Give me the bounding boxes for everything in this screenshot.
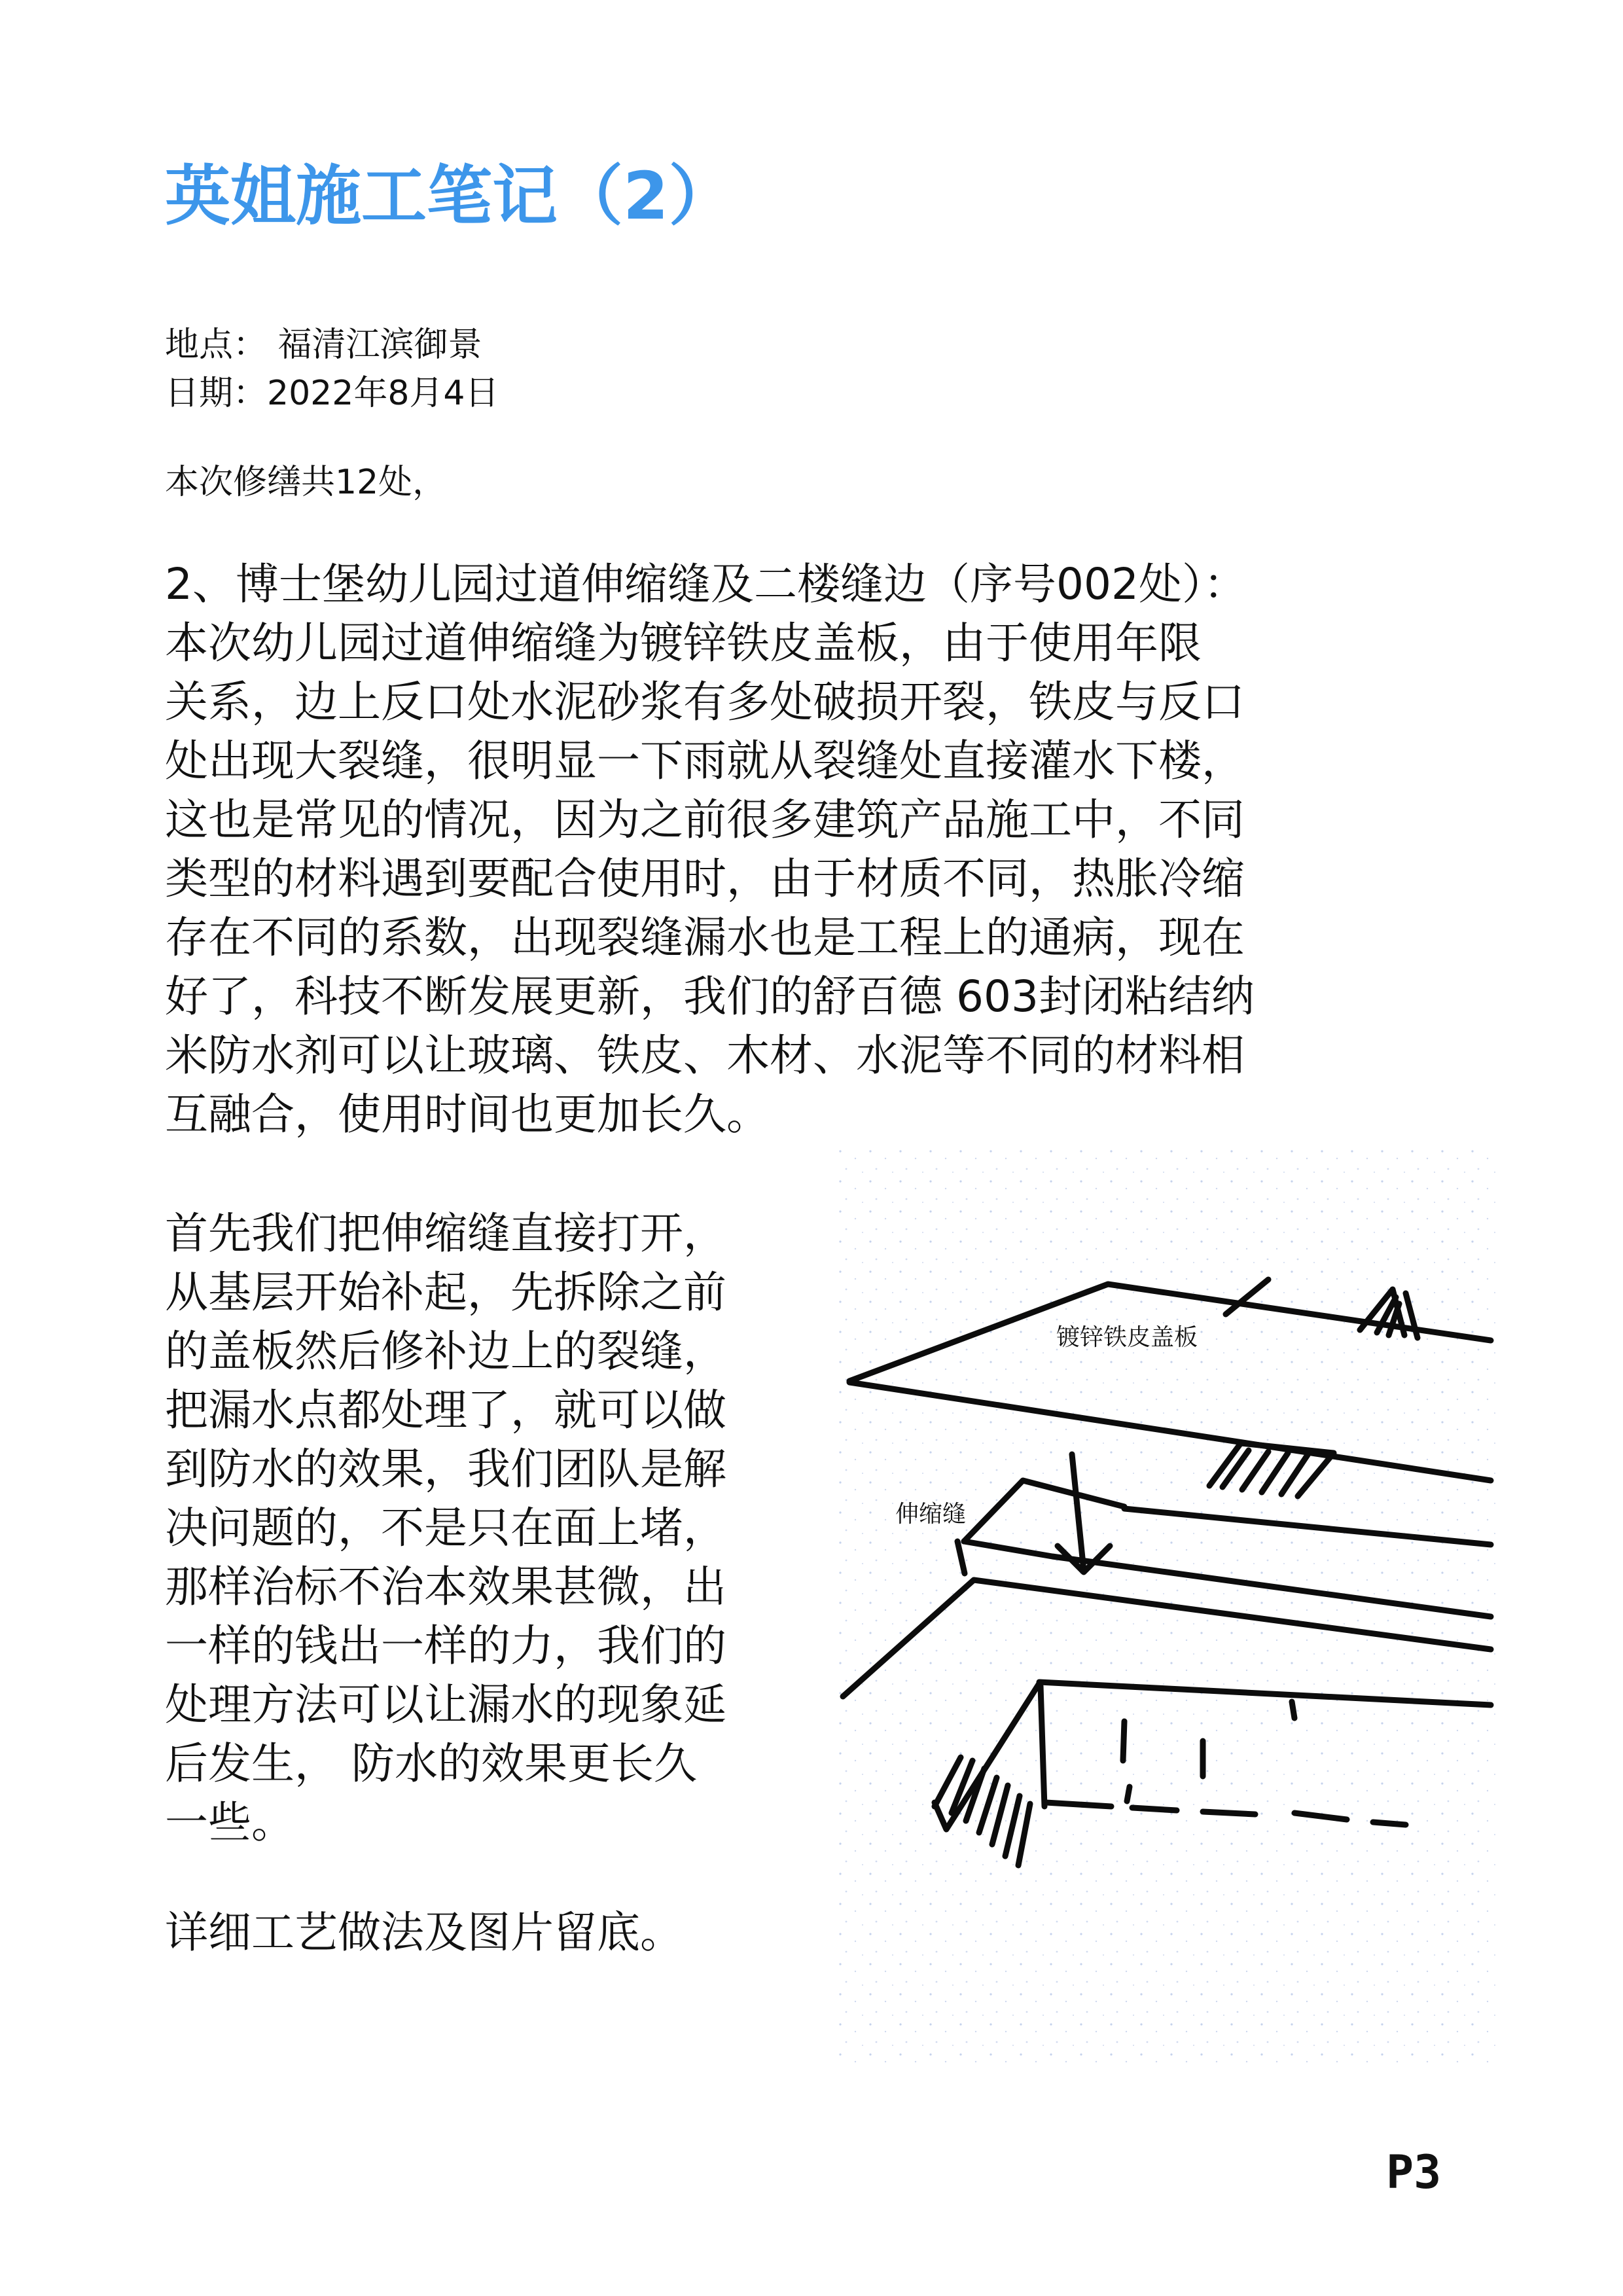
section-line: 关系，边上反口处水泥砂浆有多处破损开裂，铁皮与反口 <box>165 677 1245 727</box>
date-line: 日期：2022年8月4日 <box>165 374 499 413</box>
paragraph-line: 首先我们把伸缩缝直接打开， <box>165 1208 726 1259</box>
closing-line: 详细工艺做法及图片留底。 <box>165 1907 683 1958</box>
expansion-joint-sketch <box>836 1145 1497 2068</box>
paragraph-line: 从基层开始补起，先拆除之前 <box>165 1267 726 1318</box>
summary-line: 本次修缮共12处， <box>165 463 447 502</box>
section-line: 米防水剂可以让玻璃、铁皮、木材、水泥等不同的材料相 <box>165 1030 1245 1081</box>
section-line: 存在不同的系数，出现裂缝漏水也是工程上的通病，现在 <box>165 912 1245 963</box>
paragraph-line: 一些。 <box>165 1797 294 1848</box>
paragraph-line: 的盖板然后修补边上的裂缝， <box>165 1326 726 1376</box>
section-line: 好了，科技不断发展更新，我们的舒百德 603封闭粘结纳 <box>165 971 1255 1022</box>
section-line: 类型的材料遇到要配合使用时，由于材质不同，热胀冷缩 <box>165 853 1245 904</box>
section-line: 本次幼儿园过道伸缩缝为镀锌铁皮盖板，由于使用年限 <box>165 618 1202 668</box>
page-title: 英姐施工笔记（2） <box>165 158 734 234</box>
paragraph-line: 把漏水点都处理了，就可以做 <box>165 1385 726 1435</box>
paragraph-line: 后发生， 防水的效果更长久 <box>165 1738 697 1789</box>
page-number: P3 <box>1386 2145 1442 2199</box>
location-line: 地点： 福清江滨御景 <box>165 325 482 365</box>
paragraph-line: 那样治标不治本效果甚微，出 <box>165 1562 726 1612</box>
section-line: 互融合，使用时间也更加长久。 <box>165 1089 770 1139</box>
paragraph-line: 到防水的效果，我们团队是解 <box>165 1444 726 1494</box>
expansion-joint-label: 伸缩缝 <box>895 1501 967 1528</box>
paragraph-line: 决问题的，不是只在面上堵， <box>165 1503 726 1553</box>
section-heading: 2、博士堡幼儿园过道伸缩缝及二楼缝边（序号002处）： <box>165 559 1247 609</box>
section-line: 处出现大裂缝，很明显一下雨就从裂缝处直接灌水下楼， <box>165 736 1245 786</box>
section-002 <box>165 555 1421 1144</box>
paragraph-line: 处理方法可以让漏水的现象延 <box>165 1679 726 1730</box>
section-line: 这也是常见的情况，因为之前很多建筑产品施工中，不同 <box>165 795 1245 845</box>
meta-block <box>165 321 499 418</box>
paragraph-line: 一样的钱出一样的力，我们的 <box>165 1621 726 1671</box>
repair-method-paragraph <box>165 1204 819 1852</box>
cover-plate-label: 镀锌铁皮盖板 <box>1056 1324 1198 1351</box>
